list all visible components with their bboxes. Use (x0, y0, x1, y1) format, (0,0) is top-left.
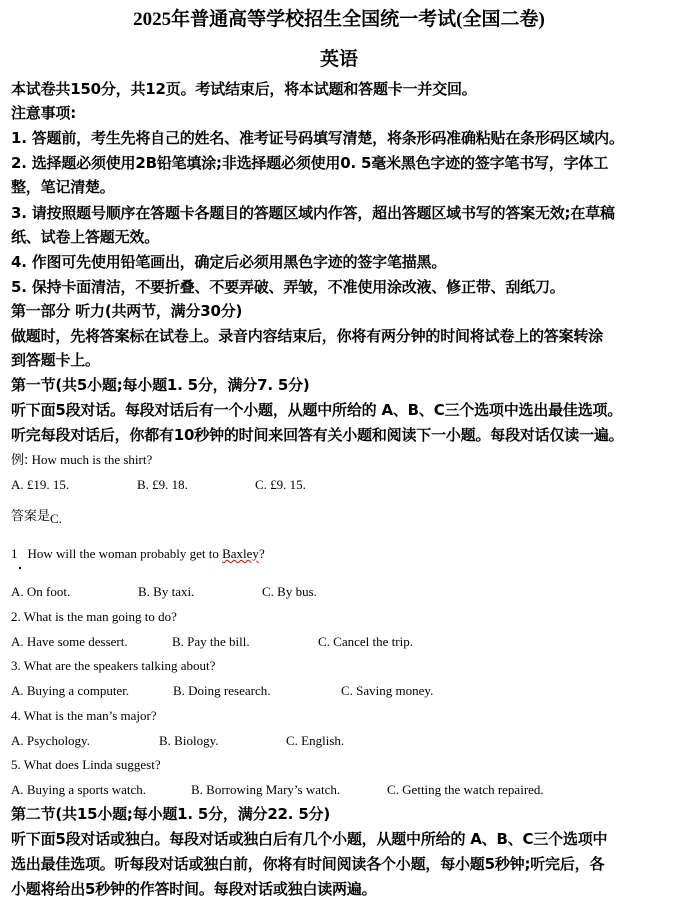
spellcheck-word: Baxley (222, 546, 259, 561)
question-text: How will the woman probably get to (27, 546, 223, 561)
part1-heading: 第一部分 听力(共两节，满分30分) (11, 302, 243, 320)
question-end: ? (258, 546, 265, 561)
option-a: A. Have some dessert. (11, 634, 128, 649)
option-c: C. Getting the watch repaired. (387, 782, 544, 797)
question-5-options (0, 782, 678, 798)
example-prefix: 例: (11, 453, 29, 468)
option-a: A. On foot. (11, 584, 71, 599)
notice-line: 3. 请按照题号顺序在答题卡各题目的答题区域内作答，超出答题区域书写的答案无效;在草稿 (11, 204, 615, 222)
section1-heading: 第一节(共5小题;每小题1. 5分，满分7. 5分) (11, 376, 310, 394)
option-b: B. Biology. (159, 733, 219, 748)
option-a: A. Psychology. (11, 733, 90, 748)
question-2-options (0, 634, 678, 650)
question-number: 1 (11, 546, 18, 561)
option-c: C. By bus. (262, 584, 317, 599)
stray-dot (19, 567, 21, 569)
answer-value: C. (50, 511, 62, 526)
notice-line: 整，笔记清楚。 (11, 178, 115, 196)
section2-instruction: 听下面5段对话或独白。每段对话或独白后有几个小题，从题中所给的 A、B、C三个选项中 (11, 830, 608, 848)
example-question-text: How much is the shirt? (28, 452, 153, 467)
option-b: B. Doing research. (173, 683, 271, 698)
question-5: 5. What does Linda suggest? (11, 757, 161, 772)
option-c: C. English. (286, 733, 345, 748)
answer-label: 答案是 (11, 509, 51, 524)
question-1-options (0, 584, 678, 600)
notice-line: 1. 答题前，考生先将自己的姓名、准考证号码填写清楚，将条形码准确粘贴在条形码区域内。 (11, 129, 624, 147)
section2-instruction: 小题将给出5秒钟的作答时间。每段对话或独白读两遍。 (11, 880, 377, 898)
option-c: C. Saving money. (341, 683, 434, 698)
subject-title: 英语 (319, 49, 358, 70)
notice-line: 纸、试卷上答题无效。 (11, 228, 160, 246)
notice-line: 5. 保持卡面清洁，不要折叠、不要弄破、弄皱，不准使用涂改液、修正带、刮纸刀。 (11, 278, 565, 296)
section2-instruction: 选出最佳选项。听每段对话或独白前，你将有时间阅读各个小题，每小题5秒钟;听完后，各 (11, 855, 605, 873)
example-answer (11, 511, 62, 528)
notice-heading: 注意事项: (11, 104, 76, 122)
option-b: B. £9. 18. (137, 477, 188, 492)
example-question (11, 452, 152, 469)
question-2: 2. What is the man going to do? (11, 609, 177, 624)
section2-heading: 第二节(共15小题;每小题1. 5分，满分22. 5分) (11, 805, 331, 823)
option-b: B. Borrowing Mary’s watch. (191, 782, 341, 797)
intro: 本试卷共150分，共12页。考试结束后，将本试题和答题卡一并交回。 (11, 80, 477, 98)
option-a: A. Buying a sports watch. (11, 782, 147, 797)
part1-instruction: 做题时，先将答案标在试卷上。录音内容结束后，你将有两分钟的时间将试卷上的答案转涂 (11, 327, 604, 345)
question-4: 4. What is the man’s major? (11, 708, 157, 723)
notice-line: 2. 选择题必须使用2B铅笔填涂;非选择题必须使用0. 5毫米黑色字迹的签字笔书写，字体工 (11, 154, 609, 172)
option-a: A. £19. 15. (11, 477, 70, 492)
question-1 (11, 546, 265, 562)
notice-line: 4. 作图可先使用铅笔画出，确定后必须用黑色字迹的签字笔描黑。 (11, 253, 447, 271)
option-c: C. Cancel the trip. (318, 634, 413, 649)
question-4-options (0, 733, 678, 749)
option-c: C. £9. 15. (255, 477, 306, 492)
question-3-options (0, 683, 678, 699)
option-b: B. Pay the bill. (172, 634, 250, 649)
section1-instruction: 听下面5段对话。每段对话后有一个小题，从题中所给的 A、B、C三个选项中选出最佳选项。 (11, 401, 623, 419)
example-options (0, 477, 678, 493)
option-a: A. Buying a computer. (11, 683, 130, 698)
question-3: 3. What are the speakers talking about? (11, 658, 216, 673)
exam-title: 2025年普通高等学校招生全国统一考试(全国二卷) (133, 9, 545, 30)
option-b: B. By taxi. (138, 584, 195, 599)
part1-instruction: 到答题卡上。 (11, 351, 100, 369)
section1-instruction: 听完每段对话后，你都有10秒钟的时间来回答有关小题和阅读下一小题。每段对话仅读一遍。 (11, 426, 624, 444)
